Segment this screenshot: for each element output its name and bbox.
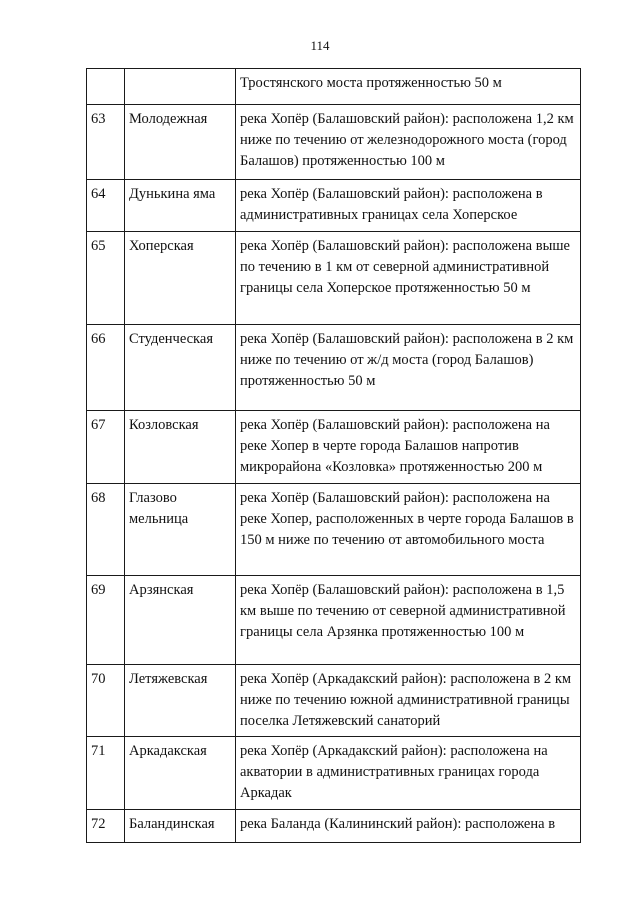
site-description: река Баланда (Калининский район): расположена в: [236, 810, 581, 843]
table-row: [87, 576, 581, 665]
table-row: [87, 180, 581, 232]
site-description: река Хопёр (Балашовский район): расположена на реке Хопер, расположенных в черте города Балашов в 150 м ниже по течению от автомобильного моста: [236, 484, 581, 576]
site-name: Козловская: [125, 411, 236, 484]
table-row: [87, 810, 581, 843]
site-description: река Хопёр (Балашовский район): расположена 1,2 км ниже по течению от железнодорожного моста (город Балашов) протяженностью 100 м: [236, 105, 581, 180]
site-name: Студенческая: [125, 325, 236, 411]
site-description: река Хопёр (Аркадакский район): расположена в 2 км ниже по течению южной административной границы поселка Летяжевский санаторий: [236, 665, 581, 737]
table-row: [87, 69, 581, 105]
site-name: Глазово мельница: [125, 484, 236, 576]
row-number: 67: [87, 411, 125, 484]
site-description: Тростянского моста протяженностью 50 м: [236, 69, 581, 105]
site-description: река Хопёр (Балашовский район): расположена на реке Хопер в черте города Балашов напротив микрорайона «Козловка» протяженностью 200 м: [236, 411, 581, 484]
row-number: [87, 69, 125, 105]
site-name: Арзянская: [125, 576, 236, 665]
table-row: [87, 232, 581, 325]
site-name: Дунькина яма: [125, 180, 236, 232]
site-description: река Хопёр (Балашовский район): расположена в административных границах села Хоперское: [236, 180, 581, 232]
table-row: [87, 665, 581, 737]
page-number: 114: [310, 38, 330, 53]
row-number: 64: [87, 180, 125, 232]
row-number: 69: [87, 576, 125, 665]
site-description: река Хопёр (Балашовский район): расположена в 1,5 км выше по течению от северной административной границы села Арзянка протяженностью 100 м: [236, 576, 581, 665]
site-name: Аркадакская: [125, 737, 236, 810]
table-row: [87, 411, 581, 484]
row-number: 66: [87, 325, 125, 411]
table-row: [87, 737, 581, 810]
site-description: река Хопёр (Аркадакский район): расположена на акватории в административных границах города Аркадак: [236, 737, 581, 810]
row-number: 65: [87, 232, 125, 325]
site-description: река Хопёр (Балашовский район): расположена выше по течению в 1 км от северной административной границы села Хоперское протяженностью 50 м: [236, 232, 581, 325]
site-description: река Хопёр (Балашовский район): расположена в 2 км ниже по течению от ж/д моста (город Балашов) протяженностью 50 м: [236, 325, 581, 411]
site-name: Молодежная: [125, 105, 236, 180]
site-name: [125, 69, 236, 105]
table-row: [87, 105, 581, 180]
site-name: Хоперская: [125, 232, 236, 325]
row-number: 68: [87, 484, 125, 576]
row-number: 63: [87, 105, 125, 180]
row-number: 71: [87, 737, 125, 810]
site-name: Летяжевская: [125, 665, 236, 737]
site-name: Баландинская: [125, 810, 236, 843]
table-row: [87, 325, 581, 411]
table-row: [87, 484, 581, 576]
row-number: 70: [87, 665, 125, 737]
row-number: 72: [87, 810, 125, 843]
fishing-sites-table: [86, 68, 581, 843]
